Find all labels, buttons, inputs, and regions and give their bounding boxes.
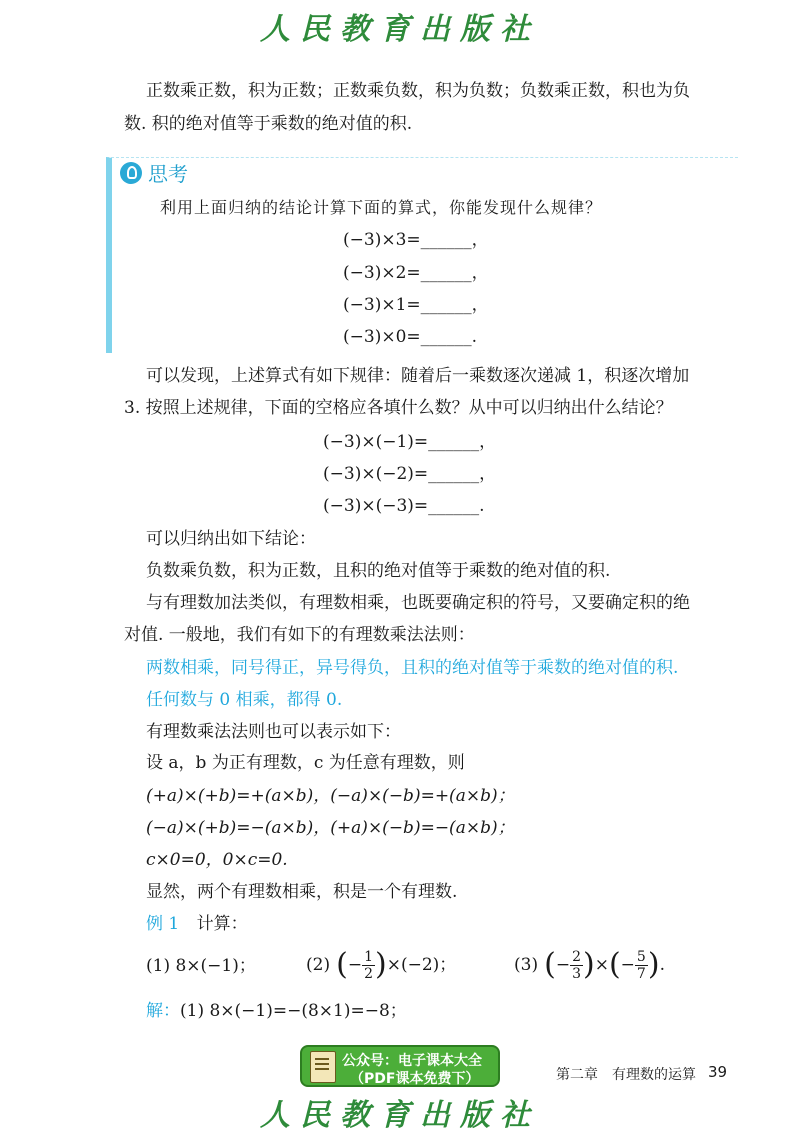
- formal-assume: 设 a，b 为正有理数，c 为任意有理数，则: [146, 753, 465, 773]
- part-3-label: (3): [514, 955, 539, 975]
- fraction-5-7: $\frac{5}{7}$: [636, 948, 646, 982]
- solution-text: (1) 8×(−1)=−(8×1)=−8；: [180, 1001, 407, 1021]
- formal-lead: 有理数乘法法则也可以表示如下：: [146, 722, 401, 742]
- badge-line-2: （PDF课本免费下）: [350, 1071, 480, 1087]
- think-expr-3: (−3)×1=______，: [343, 295, 489, 315]
- multiplication-rule-1: 两数相乘，同号得正，异号得负，且积的绝对值等于乘数的绝对值的积.: [146, 658, 679, 678]
- formula-1: (+a)×(+b)=+(a×b)，(−a)×(−b)=+(a×b)；: [146, 786, 515, 806]
- example-task: 计算：: [196, 914, 248, 934]
- discover-line-2: 3. 按照上述规律，下面的空格应各填什么数？从中可以归纳出什么结论？: [124, 398, 673, 418]
- think-header: [120, 158, 188, 187]
- example-part-1: (1) 8×(−1)；: [146, 956, 256, 976]
- formula-2: (−a)×(+b)=−(a×b)，(+a)×(−b)=−(a×b)；: [146, 818, 515, 838]
- fraction-2-3: $\frac{2}{3}$: [572, 948, 581, 982]
- think-prompt: 利用上面归纳的结论计算下面的算式，你能发现什么规律？: [160, 198, 603, 217]
- publisher-logo-bottom: 人民教育出版社: [260, 1098, 540, 1133]
- example-heading: [146, 913, 248, 935]
- page-number: 39: [708, 1063, 728, 1081]
- conclusion-para-1: 与有理数加法类似，有理数相乘，也既要确定积的符号，又要确定积的绝: [146, 593, 690, 613]
- solution-line-1: [146, 1000, 407, 1022]
- think-expr-4: (−3)×0=______.: [343, 327, 478, 347]
- wechat-badge[interactable]: [300, 1045, 500, 1087]
- conclusion-statement: 负数乘负数，积为正数，且积的绝对值等于乘数的绝对值的积.: [146, 561, 611, 581]
- badge-line-1: 公众号：电子课本大全: [342, 1053, 482, 1069]
- solution-label: 解：: [146, 1001, 180, 1021]
- publisher-logo: 人民教育出版社: [260, 12, 540, 47]
- part-2-rest: ×(−2)；: [386, 955, 457, 975]
- multiplication-rule-2: 任何数与 0 相乘，都得 0.: [146, 690, 343, 710]
- expr2-3: (−3)×(−3)=______.: [323, 496, 485, 516]
- conclusion-lead: 可以归纳出如下结论：: [146, 529, 316, 549]
- example-part-3: (3) ( − $\frac{2}{3}$ ) × ( − $\frac{5}{7}$ ) .: [514, 947, 665, 982]
- fraction-1-2: $\frac{1}{2}$: [364, 948, 373, 982]
- example-label: 例 1: [146, 914, 180, 934]
- expr2-2: (−3)×(−2)=______，: [323, 464, 497, 484]
- part-2-label: (2): [306, 955, 331, 975]
- think-box: [106, 157, 738, 353]
- think-expr-1: (−3)×3=______，: [343, 230, 489, 250]
- intro-line-1: 正数乘正数，积为正数；正数乘负数，积为负数；负数乘正数，积也为负: [146, 81, 690, 101]
- discover-line-1: 可以发现，上述算式有如下规律：随着后一乘数逐次递减 1，积逐次增加: [146, 366, 690, 386]
- think-expr-2: (−3)×2=______，: [343, 263, 489, 283]
- conclusion-para-2: 对值. 一般地，我们有如下的有理数乘法法则：: [124, 625, 475, 645]
- example-part-2: (2) ( − $\frac{1}{2}$ ) ×(−2)；: [306, 947, 457, 982]
- think-title: 思考: [148, 162, 188, 186]
- chapter-footer: 第二章 有理数的运算: [556, 1067, 696, 1083]
- lightbulb-icon: [120, 162, 142, 184]
- obvious-statement: 显然，两个有理数相乘，积是一个有理数.: [146, 882, 458, 902]
- formula-3: c×0=0，0×c=0.: [146, 850, 288, 870]
- book-icon: [310, 1051, 336, 1083]
- expr2-1: (−3)×(−1)=______，: [323, 432, 497, 452]
- intro-line-2: 数. 积的绝对值等于乘数的绝对值的积.: [124, 114, 413, 134]
